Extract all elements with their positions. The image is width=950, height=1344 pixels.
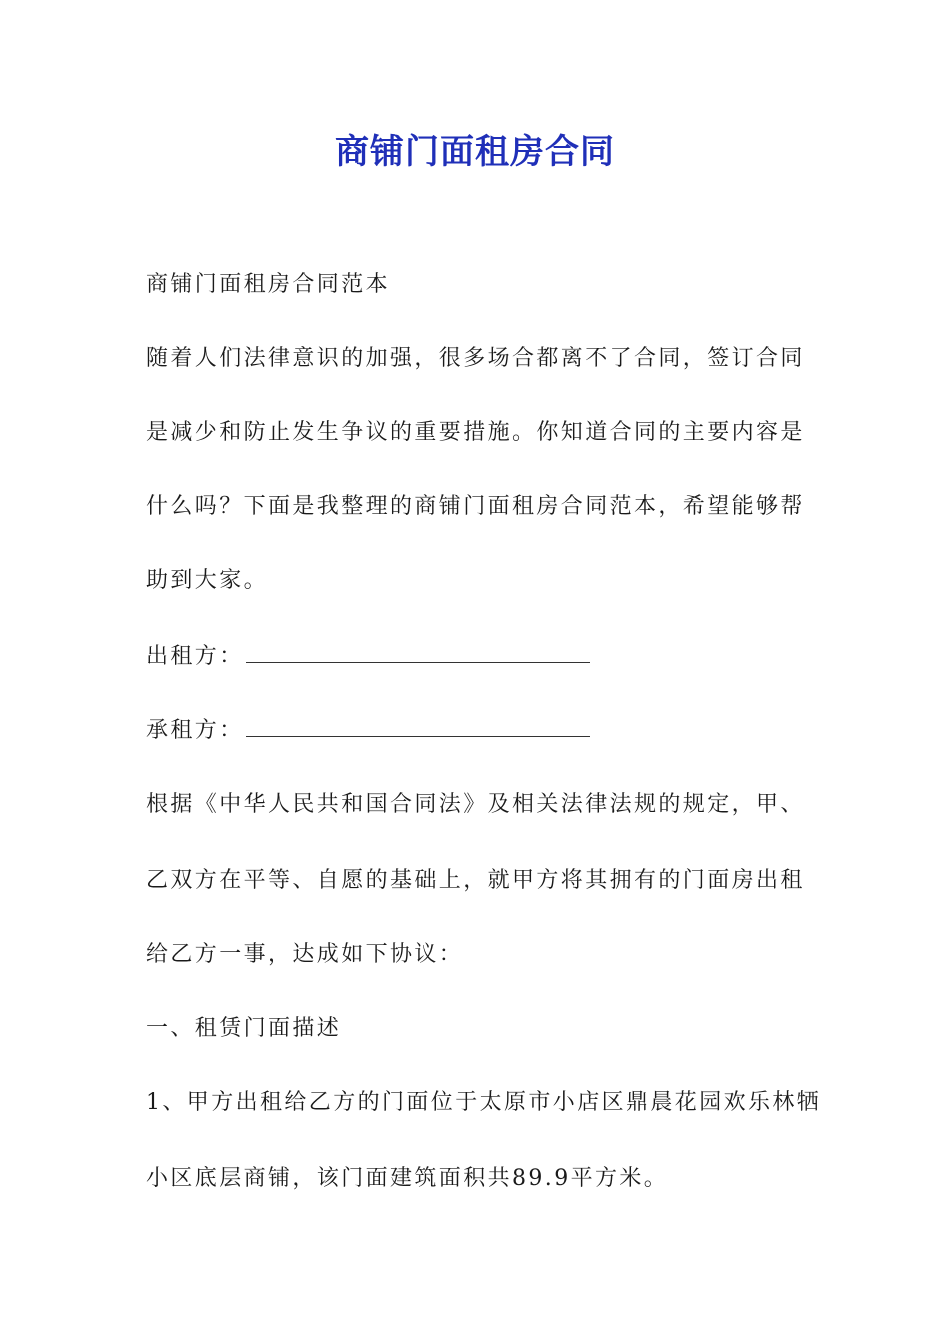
intro-line-2: 是减少和防止发生争议的重要措施。你知道合同的主要内容是 [146,420,805,445]
lessee-blank-line [246,714,590,737]
lessee-field [146,714,816,748]
section-heading-1: 一、租赁门面描述 [146,1016,342,1041]
intro-line-4: 助到大家。 [146,568,269,593]
clause-1-line-2: 小区底层商铺，该门面建筑面积共89.9平方米。 [146,1166,669,1191]
intro-line-3: 什么吗？下面是我整理的商铺门面租房合同范本，希望能够帮 [146,494,805,519]
lessor-label: 出租方： [146,644,244,669]
basis-line-1: 根据《中华人民共和国合同法》及相关法律法规的规定，甲、 [146,792,805,817]
lessee-label: 承租方： [146,718,244,743]
lessor-field [146,640,816,674]
subtitle-line: 商铺门面租房合同范本 [146,272,391,297]
clause-1-line-1: 1、甲方出租给乙方的门面位于太原市小店区鼎晨花园欢乐林牺 [146,1090,822,1115]
basis-line-3: 给乙方一事，达成如下协议： [146,942,464,967]
lessor-blank-line [246,640,590,663]
intro-line-1: 随着人们法律意识的加强，很多场合都离不了合同，签订合同 [146,346,805,371]
document-title: 商铺门面租房合同 [335,132,615,172]
basis-line-2: 乙双方在平等、自愿的基础上，就甲方将其拥有的门面房出租 [146,868,805,893]
